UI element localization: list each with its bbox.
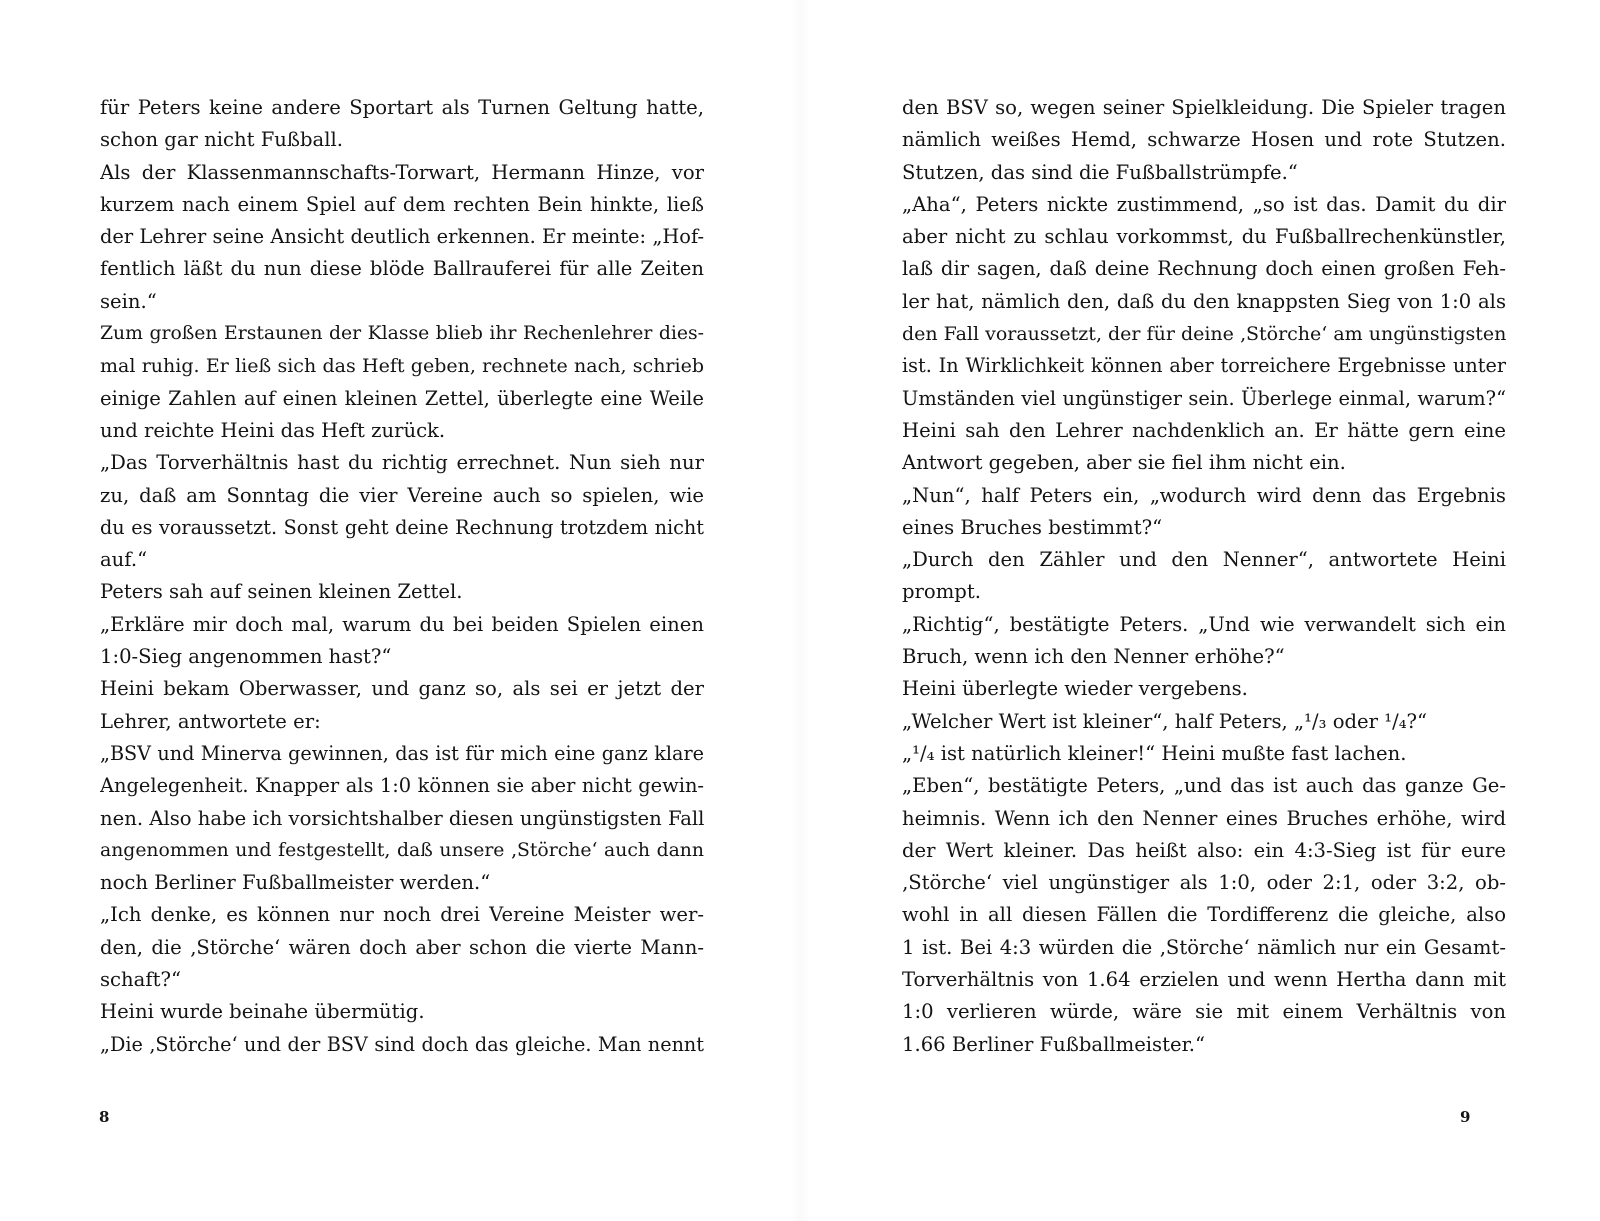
text-line: Als der Klassenmannschafts-Torwart, Hermann Hinze, vor <box>100 160 704 184</box>
text-line: ‚Störche‘ viel ungünstiger als 1:0, oder 2:1, oder 3:2, ob- <box>902 871 1506 895</box>
text-line: „BSV und Minerva gewinnen, das ist für mich eine ganz klare <box>100 741 704 765</box>
text-line: der Lehrer seine Ansicht deutlich erkennen. Er meinte: „Hof- <box>100 225 704 249</box>
text-line: angenommen und festgestellt, daß unsere ‚Störche‘ auch dann <box>100 839 704 861</box>
text-line: aber nicht zu schlau vorkommst, du Fußballrechenkünstler, <box>902 225 1506 249</box>
text-line: nen. Also habe ich vorsichtshalber diesen ungünstigsten Fall <box>100 806 704 830</box>
text-line: Peters sah auf seinen kleinen Zettel. <box>100 580 463 604</box>
text-line: 1.66 Berliner Fußballmeister.“ <box>902 1032 1206 1056</box>
text-line: ist. In Wirklichkeit können aber torreichere Ergebnisse unter <box>902 354 1506 378</box>
text-line: fentlich läßt du nun diese blöde Ballrauferei für alle Zeiten <box>100 257 704 281</box>
text-line: „Nun“, half Peters ein, „wodurch wird denn das Ergebnis <box>902 483 1506 507</box>
text-line: 1 ist. Bei 4:3 würden die ‚Störche‘ nämlich nur ein Gesamt- <box>902 935 1506 959</box>
text-line: „Durch den Zähler und den Nenner“, antwortete Heini <box>902 548 1506 572</box>
text-line: „¹/₄ ist natürlich kleiner!“ Heini mußte fast lachen. <box>902 741 1407 765</box>
text-line: Torverhältnis von 1.64 erzielen und wenn Hertha dann mit <box>902 968 1506 992</box>
text-line: eines Bruches bestimmt?“ <box>902 515 1163 539</box>
text-line: Zum großen Erstaunen der Klasse blieb ihr Rechenlehrer dies- <box>100 323 704 345</box>
text-line: Stutzen, das sind die Fußballstrümpfe.“ <box>902 160 1298 184</box>
text-line: 1:0 verlieren würde, wäre sie mit einem Verhältnis von <box>902 1000 1506 1024</box>
text-line: noch Berliner Fußballmeister werden.“ <box>100 871 491 895</box>
text-line: den, die ‚Störche‘ wären doch aber schon die vierte Mann- <box>100 935 704 959</box>
text-line: heimnis. Wenn ich den Nenner eines Bruches erhöhe, wird <box>902 806 1506 830</box>
text-line: „Ich denke, es können nur noch drei Vereine Meister wer- <box>100 903 704 927</box>
text-line: „Eben“, bestätigte Peters, „und das ist auch das ganze Ge- <box>902 774 1506 798</box>
text-line: laß dir sagen, daß deine Rechnung doch einen großen Feh- <box>902 257 1506 281</box>
text-line: den BSV so, wegen seiner Spielkleidung. Die Spieler tragen <box>902 96 1506 119</box>
text-line: auf.“ <box>100 548 148 572</box>
page-number-left: 8 <box>99 1108 110 1126</box>
text-line: mal ruhig. Er ließ sich das Heft geben, rechnete nach, schrieb <box>100 355 704 378</box>
text-line: der Wert kleiner. Das heißt also: ein 4:3-Sieg ist für eure <box>902 838 1506 862</box>
text-line: Heini überlegte wieder vergebens. <box>902 677 1248 701</box>
right-page-text <box>902 92 1506 1061</box>
text-line: 1:0-Sieg angenommen hast?“ <box>100 645 392 669</box>
page-number-right: 9 <box>1460 1108 1471 1126</box>
text-line: für Peters keine andere Sportart als Turnen Geltung hatte, <box>100 96 704 119</box>
text-line: den Fall voraussetzt, der für deine ‚Störche‘ am ungünstigsten <box>902 323 1506 346</box>
text-line: und reichte Heini das Heft zurück. <box>100 418 446 442</box>
text-line: Heini bekam Oberwasser, und ganz so, als sei er jetzt der <box>100 677 704 701</box>
text-line: „Welcher Wert ist kleiner“, half Peters, „¹/₃ oder ¹/₄?“ <box>902 709 1428 733</box>
text-line: „Das Torverhältnis hast du richtig errechnet. Nun sieh nur <box>100 451 704 475</box>
text-line: wohl in all diesen Fällen die Tordifferenz die gleiche, also <box>902 903 1506 927</box>
text-line: Umständen viel ungünstiger sein. Überlege einmal, warum?“ <box>902 386 1506 410</box>
text-line: Bruch, wenn ich den Nenner erhöhe?“ <box>902 645 1285 669</box>
left-page-text <box>100 92 704 1061</box>
text-line: „Richtig“, bestätigte Peters. „Und wie verwandelt sich ein <box>902 612 1506 636</box>
text-line: Heini sah den Lehrer nachdenklich an. Er hätte gern eine <box>902 418 1506 442</box>
text-line: einige Zahlen auf einen kleinen Zettel, überlegte eine Weile <box>100 386 704 410</box>
text-line: ler hat, nämlich den, daß du den knappsten Sieg von 1:0 als <box>902 289 1506 313</box>
text-line: prompt. <box>902 580 981 604</box>
text-line: schon gar nicht Fußball. <box>100 128 343 152</box>
text-line: zu, daß am Sonntag die vier Vereine auch so spielen, wie <box>100 483 704 507</box>
text-line: „Die ‚Störche‘ und der BSV sind doch das gleiche. Man nennt <box>100 1032 704 1056</box>
text-line: schaft?“ <box>100 968 181 992</box>
text-line: „Erkläre mir doch mal, warum du bei beiden Spielen einen <box>100 612 704 636</box>
text-line: Heini wurde beinahe übermütig. <box>100 1000 425 1024</box>
text-line: Lehrer, antwortete er: <box>100 709 321 733</box>
text-line: „Aha“, Peters nickte zustimmend, „so ist das. Damit du dir <box>902 192 1506 216</box>
text-line: Angelegenheit. Knapper als 1:0 können sie aber nicht gewin- <box>100 774 704 798</box>
text-line: sein.“ <box>100 289 157 313</box>
text-line: nämlich weißes Hemd, schwarze Hosen und rote Stutzen. <box>902 128 1506 152</box>
text-line: Antwort gegeben, aber sie fiel ihm nicht ein. <box>902 451 1346 475</box>
right-page <box>800 0 1600 1221</box>
text-line: kurzem nach einem Spiel auf dem rechten Bein hinkte, ließ <box>100 192 704 216</box>
text-line: du es voraussetzt. Sonst geht deine Rechnung trotzdem nicht <box>100 515 704 539</box>
